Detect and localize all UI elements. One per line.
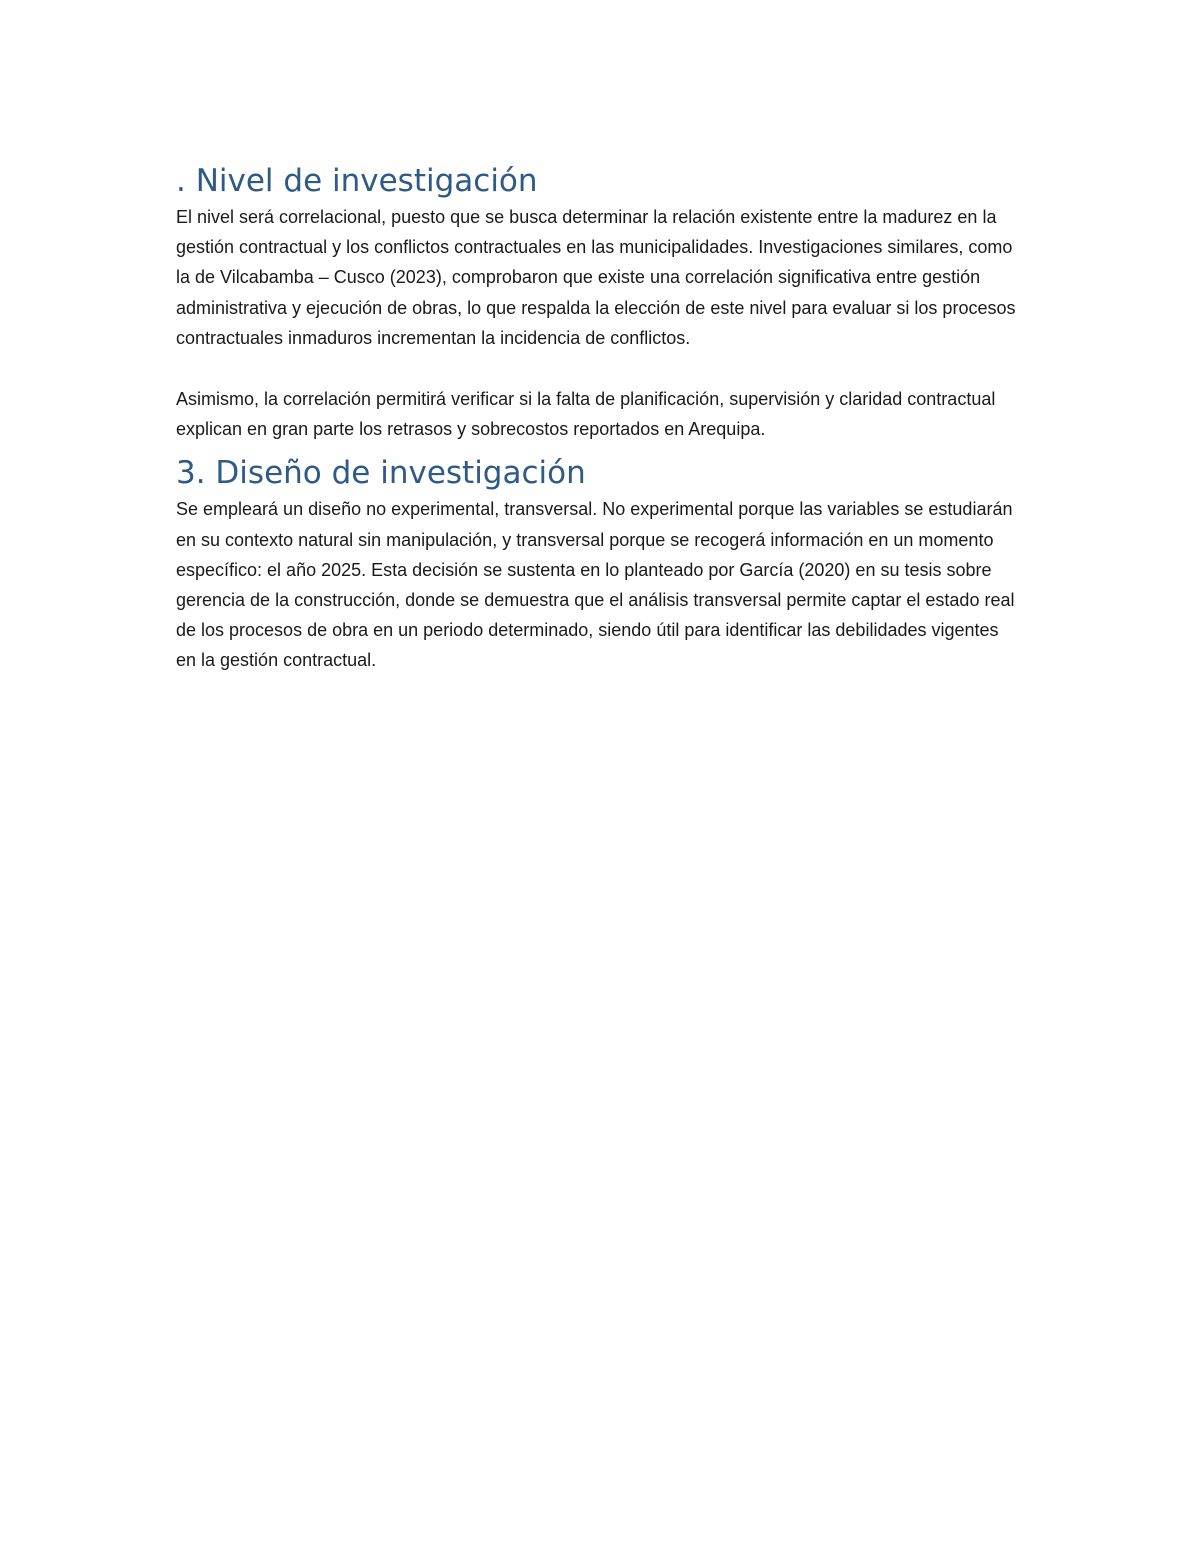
section-heading-diseno: 3. Diseño de investigación (176, 455, 586, 492)
paragraph-nivel-1: El nivel será correlacional, puesto que se busca determinar la relación existente entre la madurez en la gestión contractual y los conflictos contractuales en las municipalidades. Investigaciones similares, como la de Vilcabamba – Cusco (2023), comprobaron que existe una correlación significativa entre gestión administrativa y ejecución de obras, lo que respalda la elección de este nivel para evaluar si los procesos contractuales inmaduros incrementan la incidencia de conflictos. (176, 207, 1016, 348)
paragraph-diseno-1: Se empleará un diseño no experimental, transversal. No experimental porque las variables se estudiarán en su contexto natural sin manipulación, y transversal porque se recogerá información en un momento específico: el año 2025. Esta decisión se sustenta en lo planteado por García (2020) en su tesis sobre gerencia de la construcción, donde se demuestra que el análisis transversal permite captar el estado real de los procesos de obra en un periodo determinado, siendo útil para identificar las debilidades vigentes en la gestión contractual. (176, 499, 1015, 671)
section-heading-nivel: . Nivel de investigación (176, 163, 538, 199)
document-page (176, 160, 1016, 676)
paragraph-nivel-2: Asimismo, la correlación permitirá verificar si la falta de planificación, supervisión y claridad contractual explican en gran parte los retrasos y sobrecostos reportados en Arequipa. (176, 389, 996, 440)
paragraph-spacer (176, 353, 1016, 384)
